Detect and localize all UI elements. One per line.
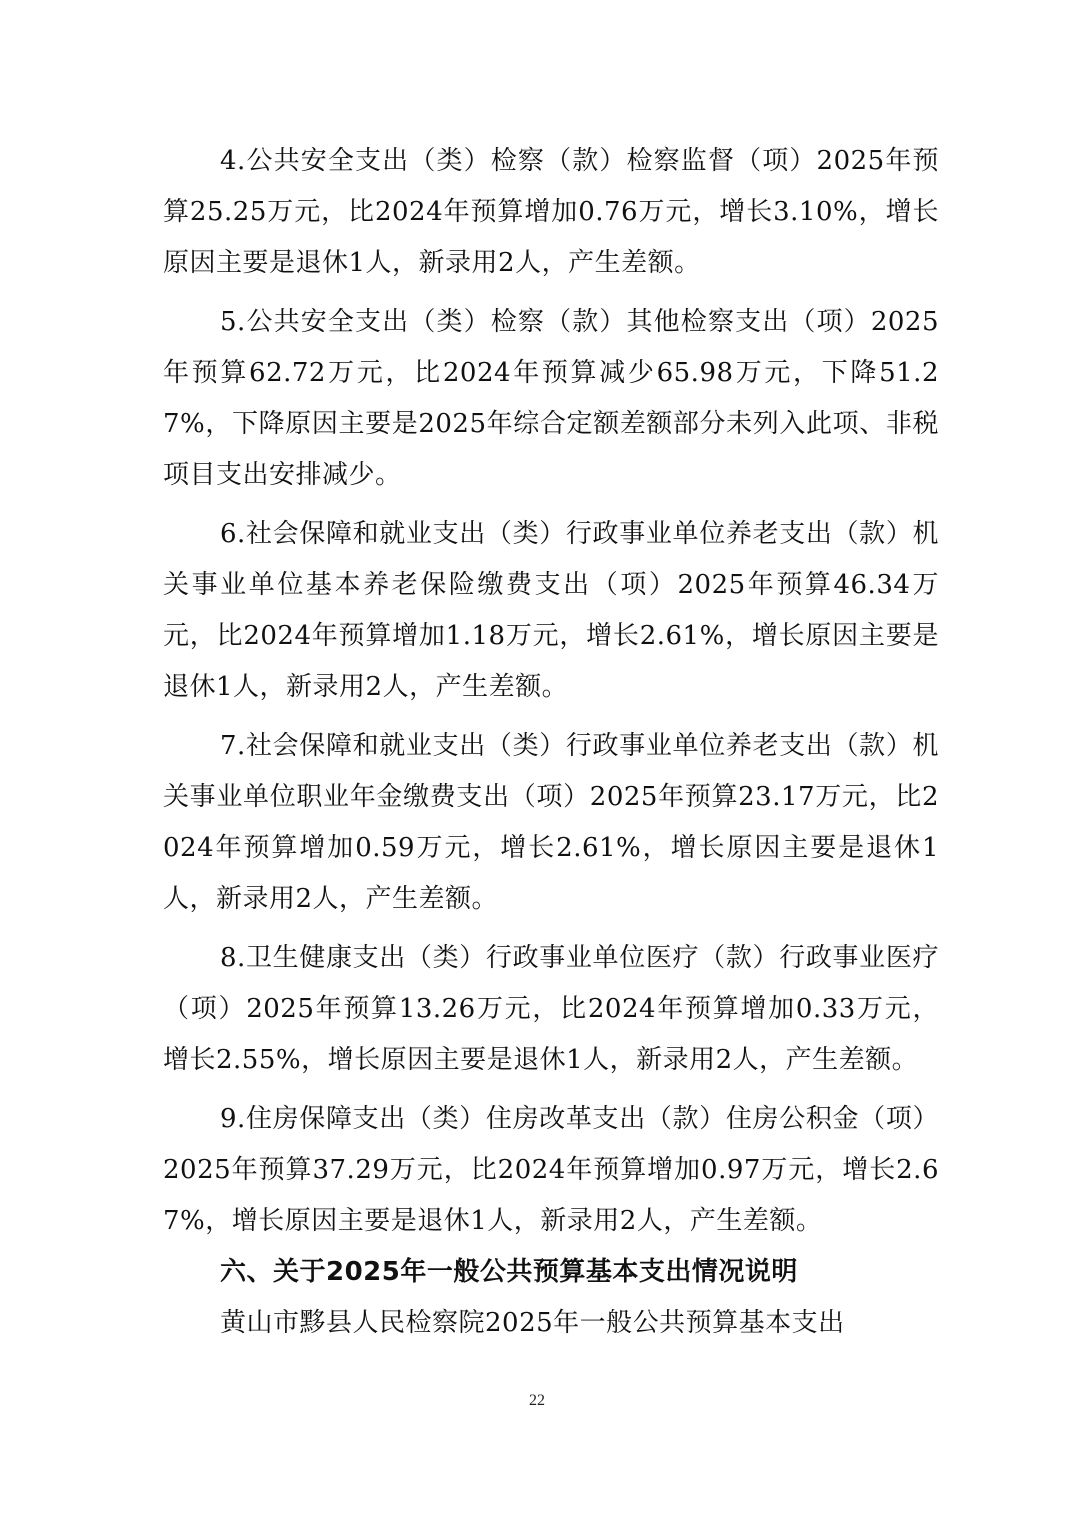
paragraph-housing-provident-fund: 9.住房保障支出（类）住房改革支出（款）住房公积金（项）2025年预算37.29万元，比2024年预算增加0.97万元，增长2.67%，增长原因主要是退休1人，新录用2人，产生差额。 [163,1104,939,1236]
paragraph-basic-expenditure-intro: 黄山市黟县人民检察院2025年一般公共预算基本支出 [220,1308,845,1338]
page-number: 22 [529,1392,545,1409]
section-heading: 六、关于2025年一般公共预算基本支出情况说明 [220,1257,798,1287]
paragraph-public-safety-other-procuratorial: 5.公共安全支出（类）检察（款）其他检察支出（项）2025年预算62.72万元，比2024年预算减少65.98万元，下降51.27%，下降原因主要是2025年综合定额差额部分未列入此项、非税项目支出安排减少。 [163,307,939,490]
document-body [163,136,939,1349]
paragraph-social-security-basic-pension: 6.社会保障和就业支出（类）行政事业单位养老支出（款）机关事业单位基本养老保险缴费支出（项）2025年预算46.34万元，比2024年预算增加1.18万元，增长2.61%，增长原因主要是退休1人，新录用2人，产生差额。 [163,519,939,702]
paragraph-social-security-occupational-annuity: 7.社会保障和就业支出（类）行政事业单位养老支出（款）机关事业单位职业年金缴费支出（项）2025年预算23.17万元，比2024年预算增加0.59万元，增长2.61%，增长原因主要是退休1人，新录用2人，产生差额。 [163,731,939,914]
paragraph-health-medical: 8.卫生健康支出（类）行政事业单位医疗（款）行政事业医疗（项）2025年预算13.26万元，比2024年预算增加0.33万元，增长2.55%，增长原因主要是退休1人，新录用2人，产生差额。 [163,943,939,1075]
paragraph-public-safety-procuratorial-supervision: 4.公共安全支出（类）检察（款）检察监督（项）2025年预算25.25万元，比2024年预算增加0.76万元，增长3.10%，增长原因主要是退休1人，新录用2人，产生差额。 [163,146,939,278]
